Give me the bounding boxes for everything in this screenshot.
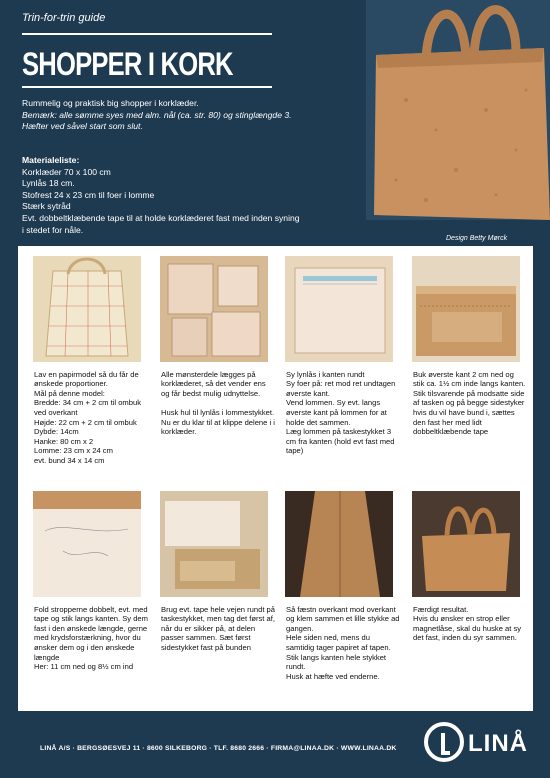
step-text: Brug evt. tape hele vejen rundt på taskestykket, men tag det først af, når du er sikker på, at delen passer sammen. Sæt først sidestykket fast på bunden: [161, 604, 275, 652]
page-title: SHOPPER I KORK: [22, 46, 233, 82]
intro-line: Rummelig og praktisk big shopper i korklæder.: [22, 98, 199, 108]
step-text: Lav en papirmodel så du får de ønskede proportioner. Mål på denne model: Bredde: 34 cm + 2 cm til ombuk ved overkant Højde: 22 cm + 2 cm til ombuk Dybde: 14cm Hanke: 80 cm x 2 Lomme: 23 cm x 24 cm evt. bund 34 x 14 cm: [34, 369, 141, 465]
intro-text: [22, 98, 362, 133]
step-photo: [285, 256, 393, 362]
material-item: i stedet for nåle.: [22, 224, 84, 235]
step-7: [285, 491, 400, 681]
step-photo: [33, 256, 141, 362]
step-2: [160, 256, 275, 437]
intro-note: Bemærk: alle sømme syes med alm. nål (ca. str. 80) og stinglængde 3.: [22, 109, 292, 120]
step-photo: [285, 491, 393, 597]
materials-heading: Materialeliste:: [22, 155, 80, 165]
step-1: [33, 256, 148, 466]
materials-list: [22, 155, 402, 236]
step-4: [412, 256, 527, 437]
step-text: Buk øverste kant 2 cm ned og stik ca. 1½ cm inde langs kanten. Stik tilsvarende på modsatte side af tasken og på begge sidestyker hvis du vil have bund i, sættes den fast her med lidt dobbeltklæbende tape: [413, 369, 526, 437]
step-8: [412, 491, 527, 643]
step-photo: [33, 491, 141, 597]
divider: [22, 33, 272, 35]
step-text: Alle mønsterdele lægges på korklæderet, så det vender ens og får bedst mulig udnyttelse. Husk hul til lynlås i lommestykket. Nu er du klar til at klippe delene i i korklæder.: [161, 369, 275, 437]
steps-panel: [18, 246, 533, 711]
header: [0, 0, 550, 250]
logo-text: LINÅ: [468, 730, 528, 757]
hero-photo-cork-bag: [366, 0, 550, 220]
step-6: [160, 491, 275, 653]
linaa-logo-icon: [424, 722, 464, 762]
design-credit: Design Betty Mørck: [446, 235, 508, 242]
step-text: Fold stropperne dobbelt, evt. med tape og stik langs kanten. Sy dem fast i den ønskede længde, gerne med krydsforstærkning, hvor du ønsker dem og i den ønskede længde Her: 11 cm ned og 8½ cm ind: [34, 604, 148, 672]
step-text: Så fæstn overkant mod overkant og klem sammen et lille stykke ad gangen. Hele siden ned, mens du samtidig tager papiret af tapen. Stik langs kanten hele stykket rundt. Husk at hæfte ved enderne.: [286, 604, 400, 681]
material-item: Evt. dobbeltklæbende tape til at holde korklæderet fast med inden syning: [22, 212, 300, 223]
step-5: [33, 491, 148, 672]
material-item: Korklæder 70 x 100 cm: [22, 166, 111, 177]
step-3: [285, 256, 400, 456]
step-photo: [160, 491, 268, 597]
material-item: Stærk sytråd: [22, 201, 71, 212]
step-photo: [412, 256, 520, 362]
step-photo: [412, 491, 520, 597]
divider: [22, 86, 272, 88]
step-photo: [160, 256, 268, 362]
step-text: Færdigt resultat. Hvis du ønsker en strop eller magnetlåse, skal du huske at sy det fast, inden du syr sammen.: [413, 604, 522, 643]
material-item: Stofrest 24 x 23 cm til foer i lomme: [22, 189, 155, 200]
intro-note: Hæfter ved såvel start som slut.: [22, 121, 143, 132]
guide-label: Trin-for-trin guide: [22, 12, 106, 24]
step-text: Sy lynlås i kanten rundt Sy foer på: ret mod ret undtagen øverste kant. Vend lommen. Sy evt. langs øverste kant på lommen for at holde det sammen. Læg lommen på taskestykket 3 cm fra kanten (hold evt fast med tape): [286, 369, 396, 456]
material-item: Lynlås 18 cm.: [22, 178, 75, 189]
cork-bag-illustration: [366, 0, 550, 220]
company-address: LINÅ A/S · BERGSØESVEJ 11 · 8600 SILKEBORG · TLF. 8680 2666 · FIRMA@LINAA.DK · WWW.LINAA.DK: [40, 745, 397, 752]
